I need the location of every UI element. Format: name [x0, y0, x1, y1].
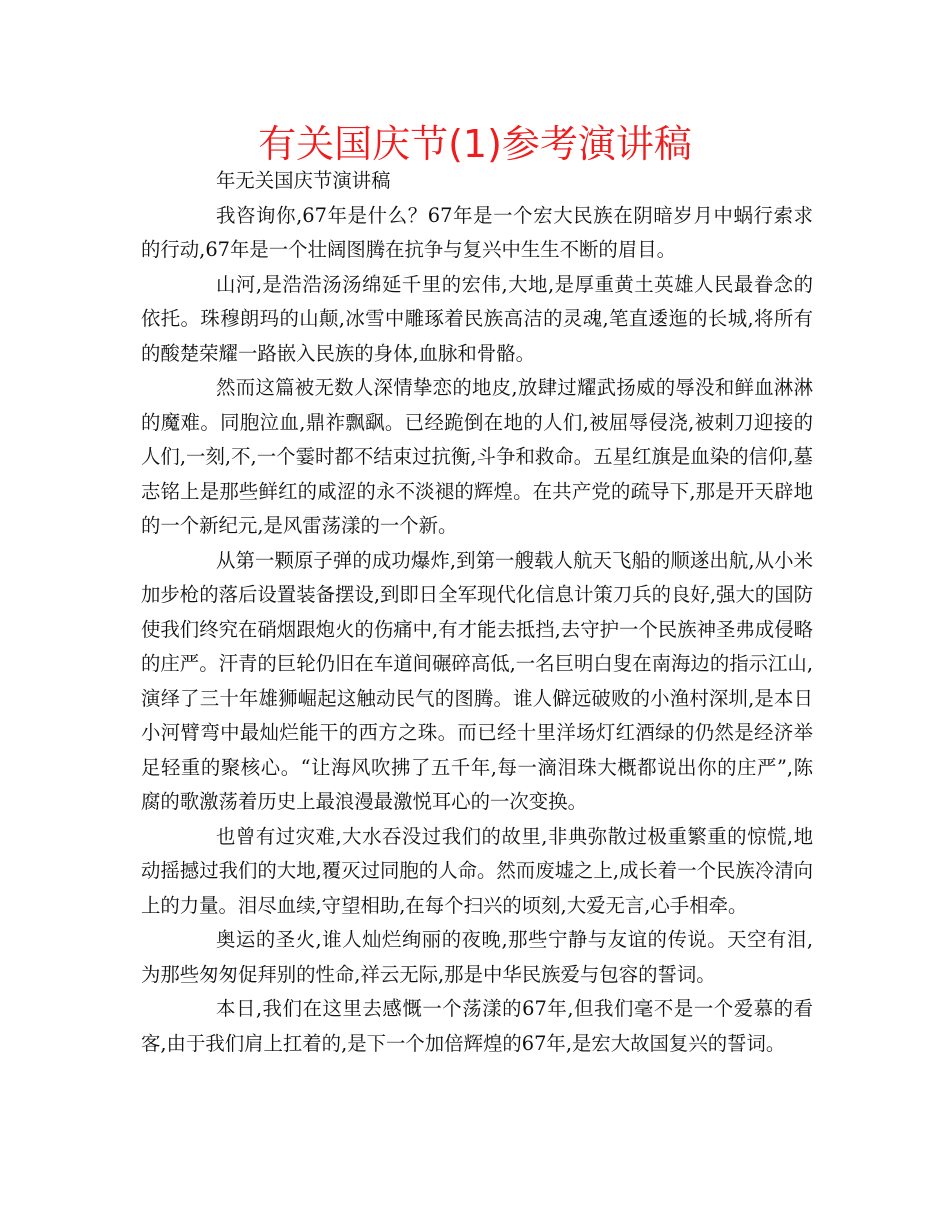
- paragraph-4: 从第一颗原子弹的成功爆炸,到第一艘载人航天飞船的顺遂出航,从小米加步枪的落后设置装备摆设,到即日全军现代化信息计策刀兵的良好,强大的国防使我们终究在硝烟跟炮火的伤痛中,有才能去抵挡,去守护一个民族神圣弗成侵略的庄严。汗青的巨轮仍旧在车道间碾碎高低,一名巨明白叟在南海边的指示江山,演绎了三十年雄狮崛起这触动民气的图腾。谁人僻远破败的小渔村深圳,是本日小河臂弯中最灿烂能干的西方之珠。而已经十里洋场灯红酒绿的仍然是经济举足轻重的聚核心。“让海风吹拂了五千年,每一滴泪珠大概都说出你的庄严”,陈腐的歌激荡着历史上最浪漫最激悦耳心的一次变换。: [141, 548, 813, 813]
- document-subtitle: 年无关国庆节演讲稿: [216, 169, 391, 192]
- paragraph-5: 也曾有过灾难,大水吞没过我们的故里,非典弥散过极重繁重的惊慌,地动摇撼过我们的大地,覆灭过同胞的人命。然而废墟之上,成长着一个民族冷清向上的力量。泪尽血续,守望相助,在每个扫兴的顷刻,大爱无言,心手相牵。: [141, 824, 813, 917]
- paragraph-3: 然而这篇被无数人深情挚恋的地皮,放肆过耀武扬威的辱没和鲜血淋淋的魔难。同胞泣血,鼎祚飘飖。已经跪倒在地的人们,被屈辱侵浇,被刺刀迎接的人们,一刻,不,一个霎时都不结束过抗衡,斗争和救命。五星红旗是血染的信仰,墓志铭上是那些鲜红的咸涩的永不淡褪的辉煌。在共产党的疏导下,那是开天辟地的一个新纪元,是风雷荡漾的一个新。: [141, 376, 813, 537]
- paragraph-1: 我咨询你,67年是什么？67年是一个宏大民族在阴暗岁月中蜗行索求的行动,67年是一个壮阔图腾在抗争与复兴中生生不断的眉目。: [141, 203, 813, 261]
- paragraph-6: 奥运的圣火,谁人灿烂绚丽的夜晚,那些宁静与友谊的传说。天空有泪,为那些匆匆促拜别的性命,祥云无际,那是中华民族爱与包容的誓词。: [141, 928, 813, 986]
- document-title: 有关国庆节(1)参考演讲稿: [258, 122, 692, 166]
- paragraph-2: 山河,是浩浩汤汤绵延千里的宏伟,大地,是厚重黄土英雄人民最眷念的依托。珠穆朗玛的山颠,冰雪中雕琢着民族高洁的灵魂,笔直逶迤的长城,将所有的酸楚荣耀一路嵌入民族的身体,血脉和骨骼。: [141, 272, 813, 365]
- document-body: [141, 164, 813, 1061]
- paragraph-7: 本日,我们在这里去感慨一个荡漾的67年,但我们毫不是一个爱慕的看客,由于我们肩上扛着的,是下一个加倍辉煌的67年,是宏大故国复兴的誓词。: [141, 997, 813, 1055]
